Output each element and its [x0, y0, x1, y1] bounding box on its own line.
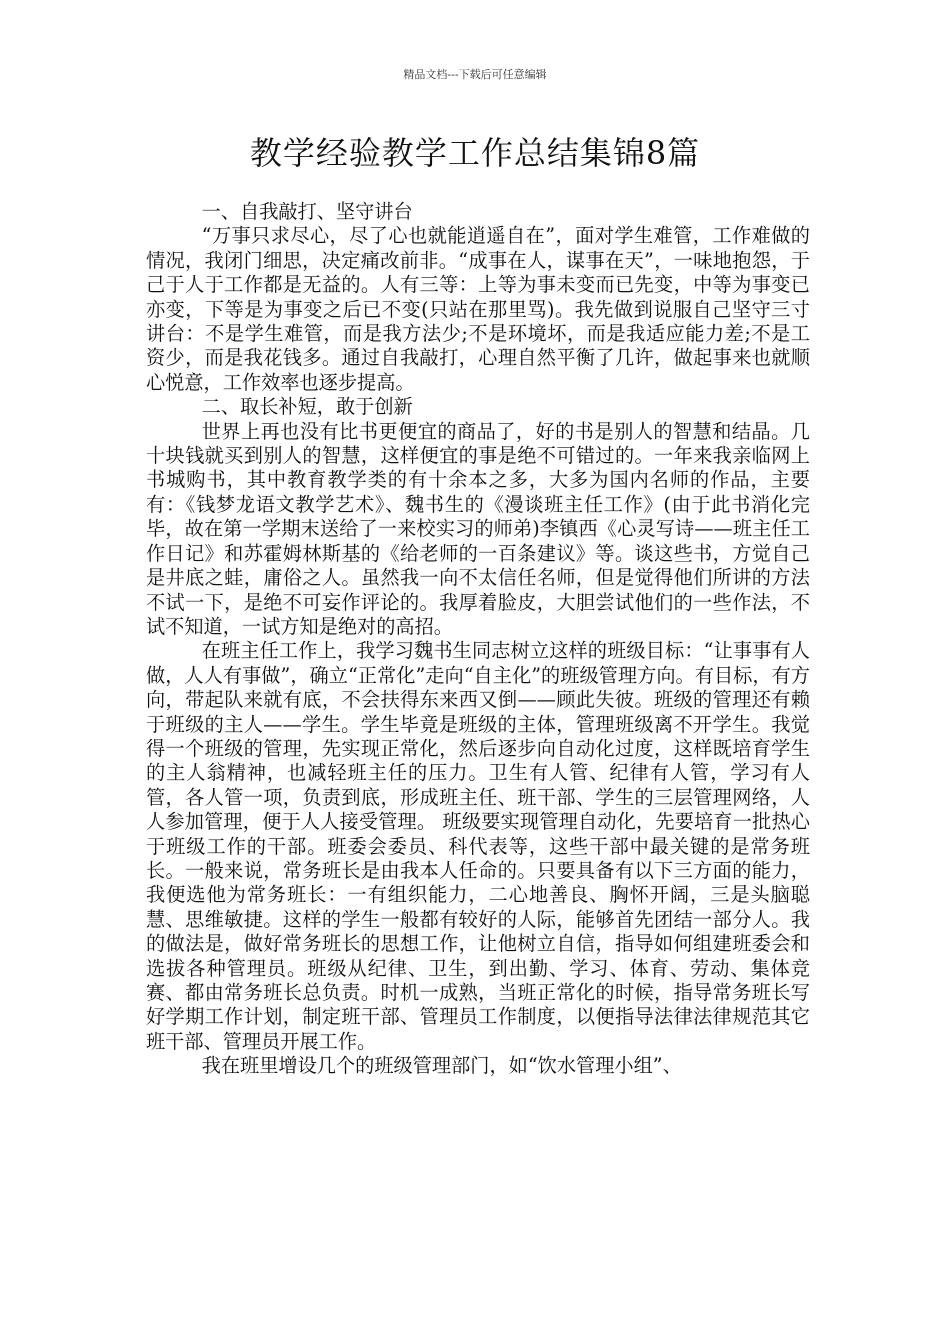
paragraph: 我在班里增设几个的班级管理部门，如“饮水管理小组”、	[201, 1054, 682, 1078]
section-heading-2: 二、取长补短，敢于创新	[201, 395, 413, 419]
header-note: 精品文档---下载后可任意编辑	[403, 68, 547, 81]
paragraph: 世界上再也没有比书更便宜的商品了，好的书是别人的智慧和结晶。几十块钱就买到别人的智慧，这样便宜的事是绝不可错过的。一年来我亲临网上书城购书，其中教育教学类的有十余本之多，大多为国内名师的作品，主要有：《钱梦龙语文教学艺术》、魏书生的《漫谈班主任工作》(由于此书消化完毕，故在第一学期末送给了一来校实习的师弟)李镇西《心灵写诗——班主任工作日记》和苏霍姆林斯基的《给老师的一百条建议》等。谈这些书，方觉自己是井底之蛙，庸俗之人。虽然我一向不太信任名师，但是觉得他们所讲的方法不试一下，是绝不可妄作评论的。我厚着脸皮，大胆尝试他们的一些作法，不试不知道，一试方知是绝对的高招。	[146, 419, 810, 638]
document-body	[146, 200, 810, 1079]
paragraph: 在班主任工作上，我学习魏书生同志树立这样的班级目标：“让事事有人做，人人有事做”，确立“正常化”走向“自主化”的班级管理方向。有目标，有方向，带起队来就有底，不会扶得东来西又倒——顾此失彼。班级的管理还有赖于班级的主人——学生。学生毕竟是班级的主体，管理班级离不开学生。我觉得一个班级的管理，先实现正常化，然后逐步向自动化过度，这样既培育学生的主人翁精神，也减轻班主任的压力。卫生有人管、纪律有人管，学习有人管，各人管一项，负责到底，形成班主任、班干部、学生的三层管理网络，人人参加管理，便于人人接受管理。 班级要实现管理自动化，先要培育一批热心于班级工作的干部。班委会委员、科代表等，这些干部中最关键的是常务班长。一般来说，常务班长是由我本人任命的。只要具备有以下三方面的能力，我便选他为常务班长：一有组织能力，二心地善良、胸怀开阔，三是头脑聪慧、思维敏捷。这样的学生一般都有较好的人际，能够首先团结一部分人。我的做法是，做好常务班长的思想工作，让他树立自信，指导如何组建班委会和选拔各种管理员。班级从纪律、卫生，到出勤、学习、体育、劳动、集体竞赛、都由常务班长总负责。时机一成熟，当班正常化的时候，指导常务班长写好学期工作计划，制定班干部、管理员工作制度，以便指导法律法律规范其它班干部、管理员开展工作。	[146, 639, 810, 1053]
paragraph: “万事只求尽心，尽了心也就能逍遥自在”，面对学生难管，工作难做的情况，我闭门细思，决定痛改前非。“成事在人，谋事在天”，一味地抱怨，于己于人于工作都是无益的。人有三等：上等为事未变而已先变，中等为事变已亦变，下等是为事变之后已不变(只站在那里骂)。我先做到说服自己坚守三寸讲台：不是学生难管，而是我方法少;不是环境坏，而是我适应能力差;不是工资少，而是我花钱多。通过自我敲打，心理自然平衡了几许，做起事来也就顺心悦意，工作效率也逐步提高。	[146, 224, 810, 394]
document-title: 教学经验教学工作总结集锦8篇	[249, 134, 701, 172]
section-heading-1: 一、自我敲打、坚守讲台	[201, 200, 413, 223]
